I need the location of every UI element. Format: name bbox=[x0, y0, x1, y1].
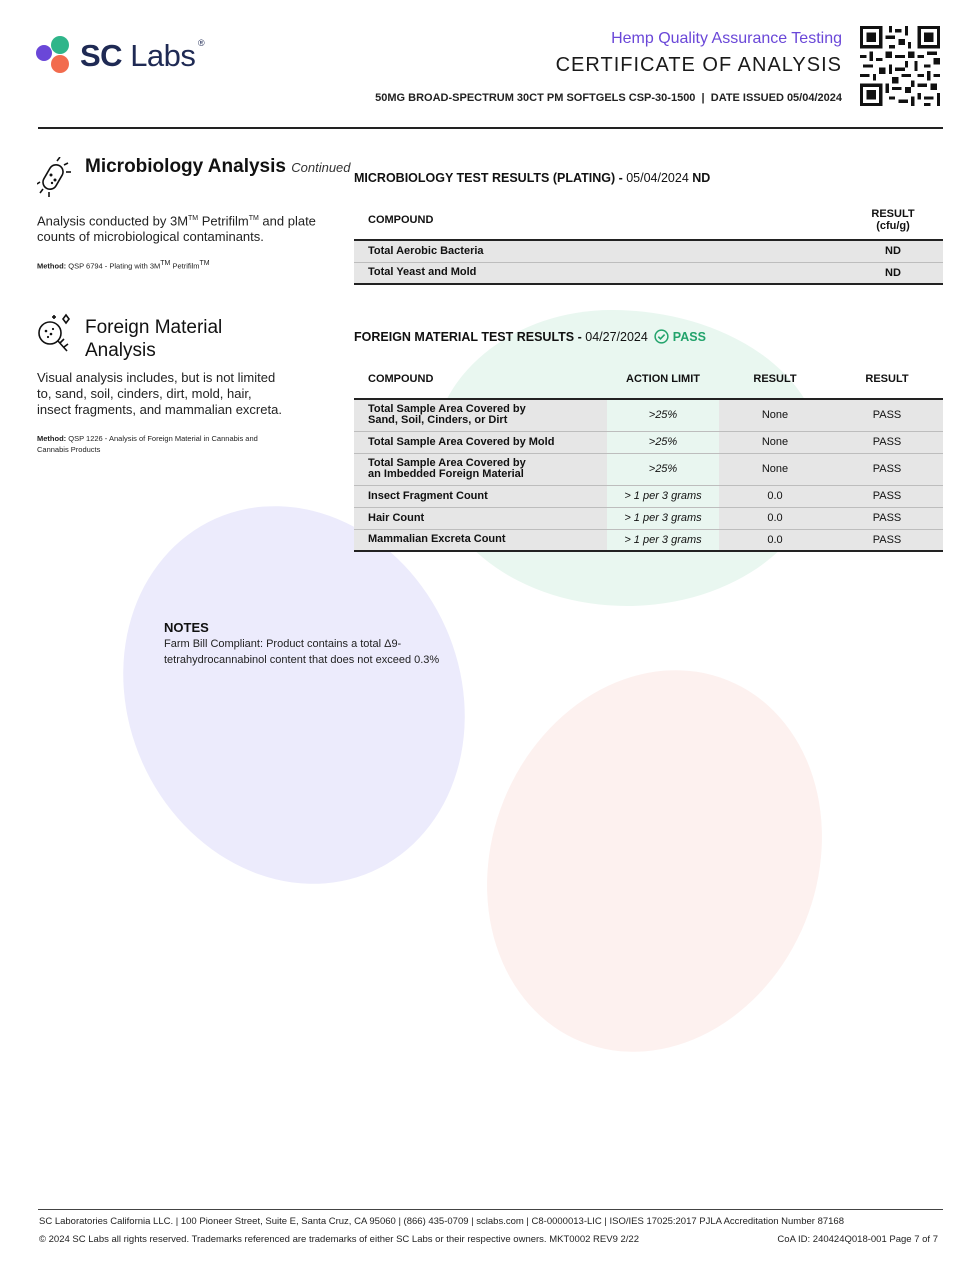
table-row bbox=[354, 240, 943, 262]
result-value: 0.0 bbox=[719, 529, 831, 551]
micro-description: Analysis conducted by 3M™ Petrifilm™ and plate counts of microbiological contaminants. bbox=[37, 213, 316, 245]
table-row bbox=[354, 485, 943, 507]
result-value: None bbox=[719, 453, 831, 485]
col-compound: COMPOUND bbox=[354, 360, 607, 399]
footer-address: SC Laboratories California LLC. | 100 Pioneer Street, Suite E, Santa Cruz, CA 95060 | (866) 435-0709 | sclabs.com | C8-0000013-LIC | ISO/IES 17025:2017 PJLA Accreditation Number 87168 bbox=[39, 1216, 844, 1227]
table-row bbox=[354, 262, 943, 284]
check-circle-icon bbox=[654, 329, 669, 344]
foreign-table-header bbox=[354, 360, 943, 399]
action-limit: >25% bbox=[607, 453, 719, 485]
product-name: 50MG BROAD-SPECTRUM 30CT PM SOFTGELS CSP-30-1500 bbox=[375, 92, 696, 104]
compound-name: Total Yeast and Mold bbox=[354, 262, 843, 284]
action-limit: >25% bbox=[607, 431, 719, 453]
table-row bbox=[354, 453, 943, 485]
table-row bbox=[354, 507, 943, 529]
status-value: PASS bbox=[831, 399, 943, 431]
compound-name: Total Sample Area Covered by an Imbedded Foreign Material bbox=[354, 453, 607, 485]
foreign-table-title: FOREIGN MATERIAL TEST RESULTS - 04/27/2024 PASS bbox=[354, 330, 706, 344]
action-limit: > 1 per 3 grams bbox=[607, 529, 719, 551]
header-subtitle: Hemp Quality Assurance Testing bbox=[611, 30, 842, 47]
micro-results-table bbox=[354, 201, 943, 285]
bacteria-icon bbox=[37, 157, 73, 197]
micro-continued: Continued bbox=[291, 160, 351, 175]
footer-divider bbox=[38, 1209, 943, 1210]
col-result: RESULT bbox=[719, 360, 831, 399]
foreign-results-table bbox=[354, 360, 943, 552]
qr-code[interactable] bbox=[860, 26, 940, 106]
result-value: None bbox=[719, 431, 831, 453]
result-value: 0.0 bbox=[719, 485, 831, 507]
header-title: CERTIFICATE OF ANALYSIS bbox=[555, 54, 842, 76]
col-status: RESULT bbox=[831, 360, 943, 399]
table-row bbox=[354, 431, 943, 453]
micro-title: Microbiology Analysis Continued bbox=[85, 156, 351, 177]
brand-name: SC Labs bbox=[80, 38, 196, 73]
compound-name: Total Aerobic Bacteria bbox=[354, 240, 843, 262]
col-action-limit: ACTION LIMIT bbox=[607, 360, 719, 399]
status-value: PASS bbox=[831, 529, 943, 551]
decor-blob-pink bbox=[431, 619, 878, 1102]
foreign-method: Method: QSP 1226 - Analysis of Foreign Material in Cannabis and Cannabis Products bbox=[37, 434, 258, 454]
compound-name: Mammalian Excreta Count bbox=[354, 529, 607, 551]
micro-table-title: MICROBIOLOGY TEST RESULTS (PLATING) - 05/04/2024 ND bbox=[354, 171, 711, 185]
footer-copyright: © 2024 SC Labs all rights reserved. Trademarks referenced are trademarks of either SC Labs or their respective owners. MKT0002 REV9 2/22 bbox=[39, 1234, 639, 1245]
result-value: ND bbox=[843, 262, 943, 284]
foreign-title: Foreign Material Analysis bbox=[85, 317, 223, 361]
status-value: PASS bbox=[831, 453, 943, 485]
result-value: None bbox=[719, 399, 831, 431]
brand-reg-mark: ® bbox=[198, 38, 205, 48]
micro-table-header bbox=[354, 201, 943, 240]
notes-text: Farm Bill Compliant: Product contains a total Δ9-tetrahydrocannabinol content that does not exceed 0.3% bbox=[164, 638, 440, 666]
compound-name: Total Sample Area Covered by Sand, Soil, Cinders, or Dirt bbox=[354, 399, 607, 431]
result-value: 0.0 bbox=[719, 507, 831, 529]
micro-method: Method: QSP 6794 - Plating with 3M™ Petrifilm™ bbox=[37, 260, 210, 271]
table-row bbox=[354, 399, 943, 431]
action-limit: > 1 per 3 grams bbox=[607, 507, 719, 529]
table-row bbox=[354, 529, 943, 551]
compound-name: Hair Count bbox=[354, 507, 607, 529]
foreign-pass-status: PASS bbox=[672, 330, 706, 344]
action-limit: >25% bbox=[607, 399, 719, 431]
footer-coa-id: CoA ID: 240424Q018-001 Page 7 of 7 bbox=[777, 1234, 938, 1245]
result-value: ND bbox=[843, 240, 943, 262]
foreign-description: Visual analysis includes, but is not limited to, sand, soil, cinders, dirt, mold, hair, insect fragments, and mammalian excreta. bbox=[37, 370, 282, 417]
header-divider bbox=[38, 127, 943, 129]
col-compound: COMPOUND bbox=[354, 201, 843, 240]
compound-name: Total Sample Area Covered by Mold bbox=[354, 431, 607, 453]
status-value: PASS bbox=[831, 485, 943, 507]
status-value: PASS bbox=[831, 431, 943, 453]
date-issued: DATE ISSUED 05/04/2024 bbox=[710, 92, 842, 104]
notes-heading: NOTES bbox=[164, 620, 209, 635]
header-meta: 50MG BROAD-SPECTRUM 30CT PM SOFTGELS CSP-30-1500 | DATE ISSUED 05/04/2024 bbox=[375, 92, 842, 104]
action-limit: > 1 per 3 grams bbox=[607, 485, 719, 507]
col-result: RESULT (cfu/g) bbox=[843, 201, 943, 240]
status-value: PASS bbox=[831, 507, 943, 529]
compound-name: Insect Fragment Count bbox=[354, 485, 607, 507]
magnifier-icon bbox=[36, 313, 74, 355]
